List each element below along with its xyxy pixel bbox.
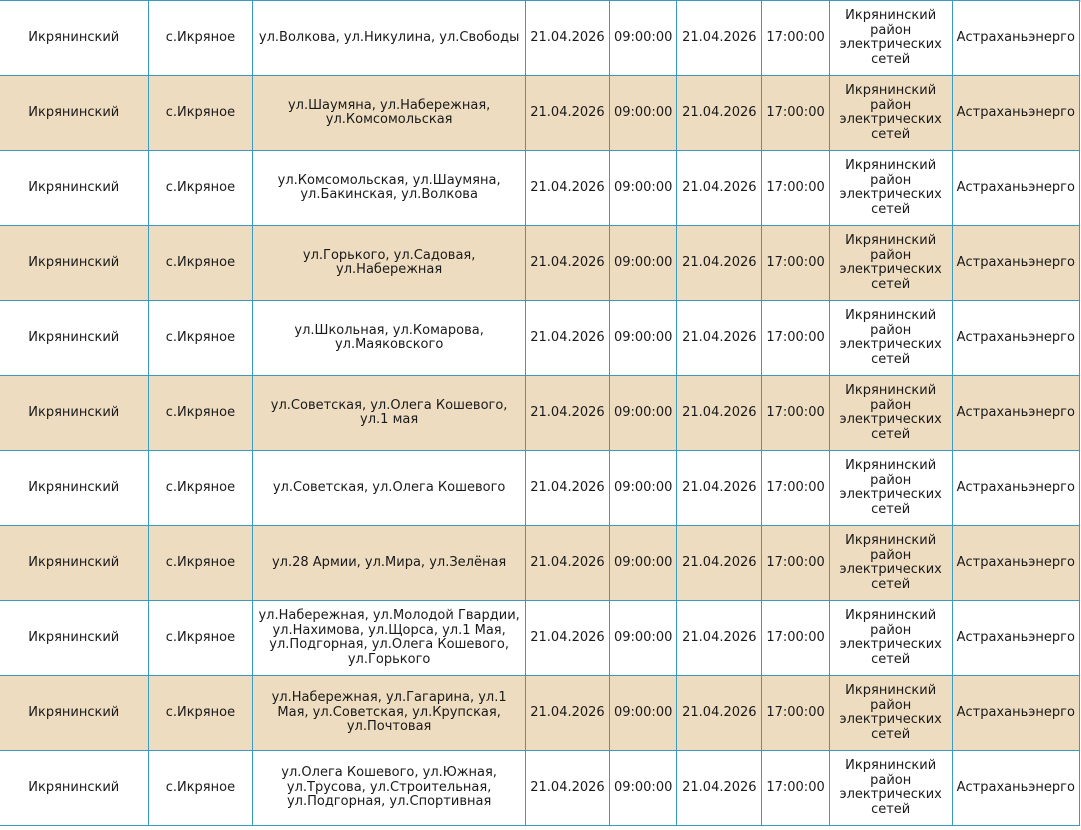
network-district-cell: Икрянинский район электрических сетей [829,1,952,76]
streets-cell: ул.Советская, ул.Олега Кошевого [253,451,526,526]
end-time-cell: 17:00:00 [762,76,829,151]
start-time-cell: 09:00:00 [609,226,676,301]
district-cell: Икрянинский [0,226,148,301]
locality-cell: с.Икряное [148,301,253,376]
table-row [0,226,1080,301]
end-time-cell: 17:00:00 [762,451,829,526]
company-cell: Астраханьэнерго [952,451,1079,526]
end-time-cell: 17:00:00 [762,601,829,676]
table-row [0,751,1080,826]
network-district-cell: Икрянинский район электрических сетей [829,226,952,301]
company-cell: Астраханьэнерго [952,1,1079,76]
company-cell: Астраханьэнерго [952,226,1079,301]
table-row [0,676,1080,751]
district-cell: Икрянинский [0,676,148,751]
locality-cell: с.Икряное [148,226,253,301]
start-date-cell: 21.04.2026 [525,751,609,826]
end-time-cell: 17:00:00 [762,376,829,451]
locality-cell: с.Икряное [148,151,253,226]
district-cell: Икрянинский [0,601,148,676]
district-cell: Икрянинский [0,1,148,76]
end-time-cell: 17:00:00 [762,301,829,376]
company-cell: Астраханьэнерго [952,151,1079,226]
network-district-cell: Икрянинский район электрических сетей [829,151,952,226]
locality-cell: с.Икряное [148,1,253,76]
end-date-cell: 21.04.2026 [677,226,762,301]
start-date-cell: 21.04.2026 [525,301,609,376]
network-district-cell: Икрянинский район электрических сетей [829,301,952,376]
end-date-cell: 21.04.2026 [677,526,762,601]
start-time-cell: 09:00:00 [609,76,676,151]
end-date-cell: 21.04.2026 [677,376,762,451]
end-date-cell: 21.04.2026 [677,751,762,826]
network-district-cell: Икрянинский район электрических сетей [829,601,952,676]
end-date-cell: 21.04.2026 [677,301,762,376]
end-time-cell: 17:00:00 [762,751,829,826]
network-district-cell: Икрянинский район электрических сетей [829,451,952,526]
start-date-cell: 21.04.2026 [525,76,609,151]
end-date-cell: 21.04.2026 [677,451,762,526]
network-district-cell: Икрянинский район электрических сетей [829,526,952,601]
locality-cell: с.Икряное [148,376,253,451]
end-time-cell: 17:00:00 [762,226,829,301]
start-date-cell: 21.04.2026 [525,151,609,226]
start-date-cell: 21.04.2026 [525,526,609,601]
locality-cell: с.Икряное [148,526,253,601]
start-date-cell: 21.04.2026 [525,451,609,526]
district-cell: Икрянинский [0,451,148,526]
district-cell: Икрянинский [0,751,148,826]
streets-cell: ул.Шаумяна, ул.Набережная, ул.Комсомольская [253,76,526,151]
end-date-cell: 21.04.2026 [677,601,762,676]
end-date-cell: 21.04.2026 [677,151,762,226]
end-time-cell: 17:00:00 [762,1,829,76]
streets-cell: ул.Комсомольская, ул.Шаумяна, ул.Бакинская, ул.Волкова [253,151,526,226]
start-date-cell: 21.04.2026 [525,601,609,676]
table-row [0,301,1080,376]
table-row [0,601,1080,676]
start-date-cell: 21.04.2026 [525,226,609,301]
table-row [0,451,1080,526]
company-cell: Астраханьэнерго [952,676,1079,751]
locality-cell: с.Икряное [148,451,253,526]
streets-cell: ул.Набережная, ул.Гагарина, ул.1 Мая, ул.Советская, ул.Крупская, ул.Почтовая [253,676,526,751]
company-cell: Астраханьэнерго [952,751,1079,826]
start-time-cell: 09:00:00 [609,526,676,601]
table-row [0,526,1080,601]
end-date-cell: 21.04.2026 [677,676,762,751]
end-date-cell: 21.04.2026 [677,1,762,76]
start-time-cell: 09:00:00 [609,301,676,376]
network-district-cell: Икрянинский район электрических сетей [829,376,952,451]
end-time-cell: 17:00:00 [762,526,829,601]
streets-cell: ул.Горького, ул.Садовая, ул.Набережная [253,226,526,301]
table-row [0,151,1080,226]
district-cell: Икрянинский [0,301,148,376]
start-time-cell: 09:00:00 [609,151,676,226]
streets-cell: ул.Советская, ул.Олега Кошевого, ул.1 мая [253,376,526,451]
start-time-cell: 09:00:00 [609,1,676,76]
start-time-cell: 09:00:00 [609,676,676,751]
table-row [0,76,1080,151]
district-cell: Икрянинский [0,526,148,601]
end-time-cell: 17:00:00 [762,151,829,226]
end-time-cell: 17:00:00 [762,676,829,751]
locality-cell: с.Икряное [148,751,253,826]
network-district-cell: Икрянинский район электрических сетей [829,76,952,151]
district-cell: Икрянинский [0,76,148,151]
streets-cell: ул.Школьная, ул.Комарова, ул.Маяковского [253,301,526,376]
start-time-cell: 09:00:00 [609,451,676,526]
district-cell: Икрянинский [0,151,148,226]
company-cell: Астраханьэнерго [952,301,1079,376]
streets-cell: ул.28 Армии, ул.Мира, ул.Зелёная [253,526,526,601]
network-district-cell: Икрянинский район электрических сетей [829,676,952,751]
company-cell: Астраханьэнерго [952,76,1079,151]
locality-cell: с.Икряное [148,676,253,751]
start-date-cell: 21.04.2026 [525,676,609,751]
start-date-cell: 21.04.2026 [525,376,609,451]
district-cell: Икрянинский [0,376,148,451]
table-row [0,1,1080,76]
start-time-cell: 09:00:00 [609,601,676,676]
streets-cell: ул.Набережная, ул.Молодой Гвардии, ул.Нахимова, ул.Щорса, ул.1 Мая, ул.Подгорная, ул.Олега Кошевого, ул.Горького [253,601,526,676]
company-cell: Астраханьэнерго [952,376,1079,451]
start-time-cell: 09:00:00 [609,751,676,826]
locality-cell: с.Икряное [148,76,253,151]
streets-cell: ул.Олега Кошевого, ул.Южная, ул.Трусова, ул.Строительная, ул.Подгорная, ул.Спортивная [253,751,526,826]
streets-cell: ул.Волкова, ул.Никулина, ул.Свободы [253,1,526,76]
start-time-cell: 09:00:00 [609,376,676,451]
end-date-cell: 21.04.2026 [677,76,762,151]
start-date-cell: 21.04.2026 [525,1,609,76]
table-row [0,376,1080,451]
locality-cell: с.Икряное [148,601,253,676]
company-cell: Астраханьэнерго [952,526,1079,601]
network-district-cell: Икрянинский район электрических сетей [829,751,952,826]
company-cell: Астраханьэнерго [952,601,1079,676]
